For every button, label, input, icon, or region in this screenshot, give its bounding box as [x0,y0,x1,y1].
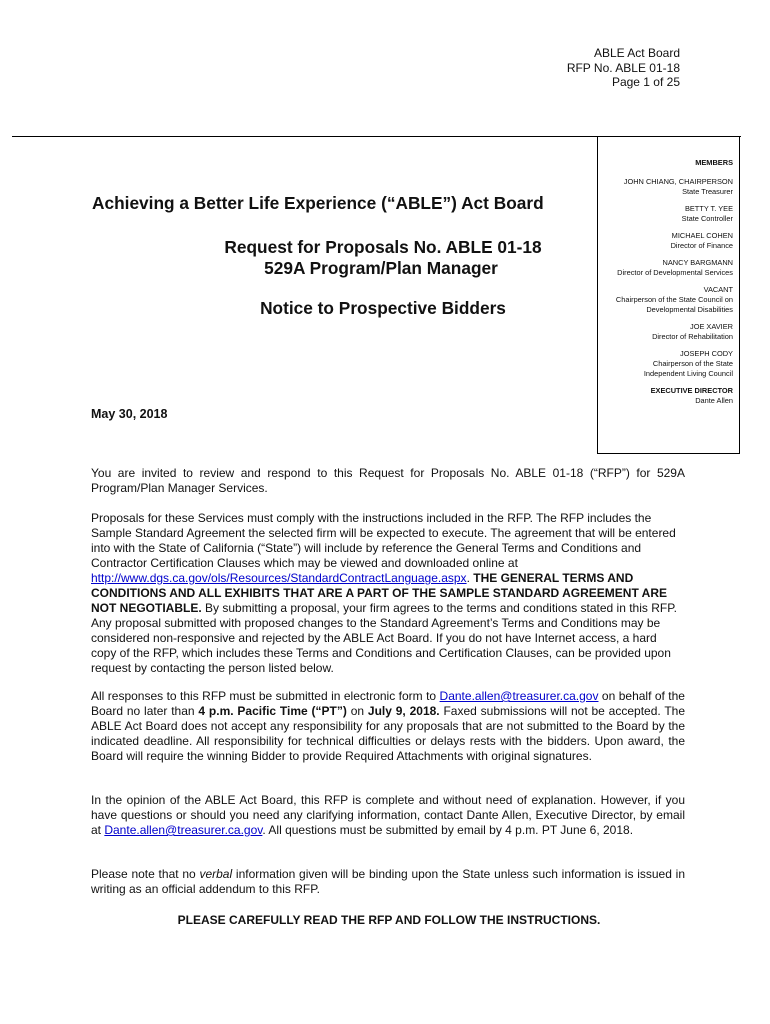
rfp-title: Request for Proposals No. ABLE 01-18 [224,237,542,257]
member-title: State Treasurer [682,187,733,196]
submission-text-b: on behalf of the Board no later than [91,689,685,718]
member-name: JOE XAVIER [690,322,733,331]
member-title: Director of Developmental Services [617,268,733,277]
member-title: Chairperson of the State [652,359,733,368]
member-entry [598,322,733,342]
questions-email-link[interactable]: Dante.allen@treasurer.ca.gov [104,823,263,837]
member-name: JOSEPH CODY [680,349,733,358]
members-box [597,136,740,454]
member-name: JOHN CHIANG, CHAIRPERSON [623,177,733,186]
intro-text: You are invited to review and respond to this Request for Proposals No. ABLE 01-18 (“RFP”) for 529A Program/Plan Manager Services. [91,466,685,495]
closing-instruction: PLEASE CAREFULLY READ THE RFP AND FOLLOW THE INSTRUCTIONS. [177,913,601,927]
executive-director-name: Dante Allen [695,396,733,405]
members-heading: MEMBERS [695,158,733,167]
notice-title: Notice to Prospective Bidders [260,298,506,318]
program-title: 529A Program/Plan Manager [264,258,498,278]
page-header [567,46,680,90]
verbal-italic: verbal [199,867,233,881]
executive-director-heading: EXECUTIVE DIRECTOR [650,386,733,395]
submission-text-d: Faxed submissions will not be accepted. The ABLE Act Board does not accept any responsibility for any proposals that are not submitted to the Board by the indicated deadline. All responsibility for technical difficulties or delays rests with the bidders. Upon award, the Board will require the winning Bidder to provide Required Attachments with original signatures. [91,704,686,763]
header-rfp-number: RFP No. ABLE 01-18 [566,60,680,75]
terms-punct: . [466,571,474,585]
member-title-continued: Independent Living Council [643,369,733,378]
verbal-notice-paragraph [91,867,685,897]
member-name: BETTY T. YEE [684,204,733,213]
intro-paragraph [91,466,685,496]
member-entry [598,349,733,379]
questions-paragraph [91,793,685,838]
submission-text: All responses to this RFP must be submitted in electronic form to [91,689,440,703]
member-title: Chairperson of the State Council on [615,295,733,304]
member-name: VACANT [703,285,733,294]
submission-paragraph [91,689,685,764]
questions-text: In the opinion of the ABLE Act Board, this RFP is complete and without need of explanation. However, if you have questions or should you need any clarifying information, contact Dante Allen, Executive Director, by email at [91,793,685,837]
submission-text-c: on [346,704,368,718]
terms-text: Proposals for these Services must comply with the instructions included in the RFP. The RFP includes the Sample Standard Agreement the selected firm will be expected to execute. The agreement that will be entered into with the State of California (“State”) will include by reference the General Terms and Conditions and Contractor Certification Clauses which may be viewed and downloaded online at [91,511,676,570]
terms-link[interactable]: http://www.dgs.ca.gov/ols/Resources/StandardContractLanguage.aspx [91,571,467,585]
submission-deadline-time: 4 p.m. Pacific Time (“PT”) [198,704,347,718]
member-name: NANCY BARGMANN [662,258,733,267]
terms-paragraph [91,511,685,676]
member-title-continued: Developmental Disabilities [646,305,733,314]
header-page-number: Page 1 of 25 [611,75,680,89]
member-title: Director of Finance [670,241,733,250]
member-name: MICHAEL COHEN [671,231,733,240]
terms-bold-notice: THE GENERAL TERMS AND CONDITIONS AND ALL EXHIBITS THAT ARE A PART OF THE SAMPLE STANDARD AGREEMENT ARE NOT NEGOTIABLE. [91,571,667,615]
terms-text-cont: By submitting a proposal, your firm agrees to the terms and conditions stated in this RFP. Any proposal submitted with proposed changes to the Standard Agreement’s Terms and Conditions may be considered non-responsive and rejected by the ABLE Act Board. If you do not have Internet access, a hard copy of the RFP, which includes these Terms and Conditions and Certification Clauses, can be provided upon request by contacting the person listed below. [91,601,678,675]
member-title: State Controller [681,214,733,223]
document-date: May 30, 2018 [91,407,168,421]
header-board: ABLE Act Board [593,46,680,60]
member-title: Director of Rehabilitation [652,332,733,341]
submission-email-link[interactable]: Dante.allen@treasurer.ca.gov [439,689,599,703]
submission-deadline-date: July 9, 2018. [367,704,440,718]
verbal-text-b: information given will be binding upon the State unless such information is issued in writing as an official addendum to this RFP. [91,867,685,896]
board-title: Achieving a Better Life Experience (“ABLE”) Act Board [92,193,544,213]
verbal-text: Please note that no [91,867,200,881]
questions-text-b: . All questions must be submitted by email by 4 p.m. PT June 6, 2018. [262,823,634,837]
